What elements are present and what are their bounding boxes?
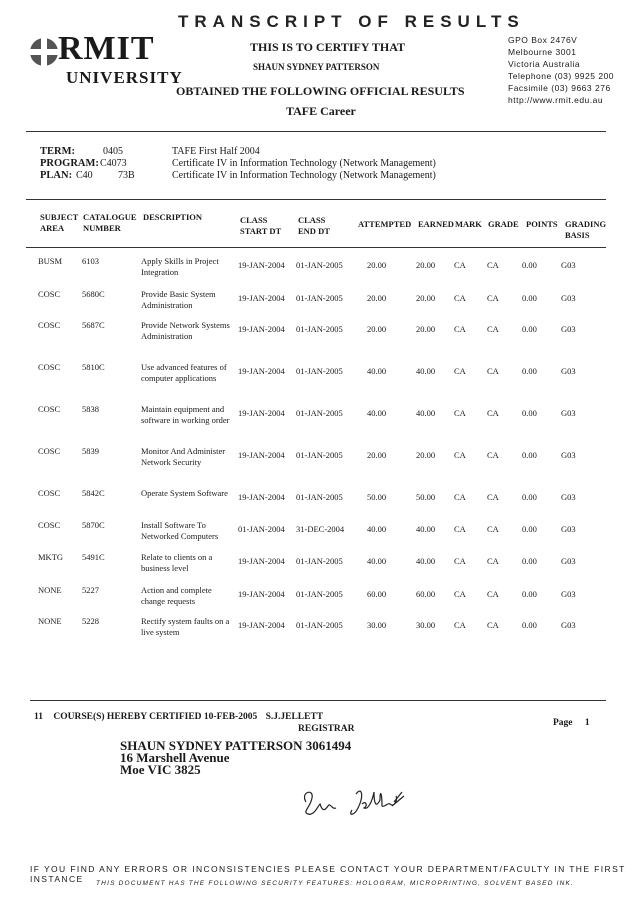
page-label: Page <box>553 718 573 728</box>
cell-earned: 20.00 <box>416 450 436 460</box>
cell-catalogue: 5687C <box>82 320 105 330</box>
cell-start-date: 19-JAN-2004 <box>238 366 285 376</box>
cell-mark: CA <box>454 556 466 566</box>
cell-end-date: 01-JAN-2005 <box>296 408 343 418</box>
cell-end-date: 01-JAN-2005 <box>296 492 343 502</box>
cell-attempted: 20.00 <box>367 260 387 270</box>
cell-earned: 40.00 <box>416 366 436 376</box>
cell-attempted: 40.00 <box>367 524 387 534</box>
cell-catalogue: 6103 <box>82 256 99 266</box>
cell-grade: CA <box>487 293 499 303</box>
cell-description: Operate System Software <box>141 488 228 498</box>
page-indicator <box>553 718 590 728</box>
cell-subject: COSC <box>38 404 61 414</box>
handwritten-signature <box>298 782 428 822</box>
cell-grading-basis: G03 <box>561 324 576 334</box>
cell-points: 0.00 <box>522 620 537 630</box>
cell-catalogue: 5870C <box>82 520 105 530</box>
cell-catalogue: 5810C <box>82 362 105 372</box>
cell-earned: 20.00 <box>416 324 436 334</box>
divider <box>26 131 606 132</box>
cell-end-date: 01-JAN-2005 <box>296 620 343 630</box>
cell-subject: NONE <box>38 585 62 595</box>
mail-street: 16 Marshell Avenue <box>120 750 230 765</box>
cell-grading-basis: G03 <box>561 589 576 599</box>
cell-points: 0.00 <box>522 556 537 566</box>
cell-points: 0.00 <box>522 260 537 270</box>
col-header-attempted: ATTEMPTED <box>358 219 412 229</box>
col-header-points: POINTS <box>526 219 558 229</box>
program-description: Certificate IV in Information Technology (Network Management) <box>172 158 436 169</box>
cell-attempted: 30.00 <box>367 620 387 630</box>
cell-grade: CA <box>487 450 499 460</box>
cell-end-date: 01-JAN-2005 <box>296 556 343 566</box>
cell-attempted: 20.00 <box>367 293 387 303</box>
cell-subject: BUSM <box>38 256 63 266</box>
cell-grading-basis: G03 <box>561 366 576 376</box>
cell-catalogue: 5842C <box>82 488 105 498</box>
cell-grade: CA <box>487 408 499 418</box>
cell-description: Apply Skills in Project Integration <box>141 256 219 277</box>
mail-name: SHAUN SYDNEY PATTERSON 3061494 <box>120 738 352 753</box>
cell-start-date: 19-JAN-2004 <box>238 556 285 566</box>
cell-description: Rectify system faults on a live system <box>141 616 230 637</box>
divider <box>30 700 606 701</box>
university-address <box>508 34 614 106</box>
cell-start-date: 19-JAN-2004 <box>238 293 285 303</box>
col-header-description: DESCRIPTION <box>143 212 203 222</box>
col-header-grade: GRADE <box>488 219 519 229</box>
cell-mark: CA <box>454 366 466 376</box>
cell-grading-basis: G03 <box>561 450 576 460</box>
cell-description: Relate to clients on a business level <box>141 552 213 573</box>
career-heading: TAFE Career <box>286 104 356 118</box>
cell-subject: MKTG <box>38 552 64 562</box>
program-code: C4073 <box>100 158 127 169</box>
cell-description: Install Software To Networked Computers <box>141 520 219 541</box>
cell-catalogue: 5228 <box>82 616 99 626</box>
cell-subject: COSC <box>38 362 61 372</box>
cell-grade: CA <box>487 492 499 502</box>
cell-grading-basis: G03 <box>561 492 576 502</box>
mailing-address <box>120 740 351 776</box>
cell-start-date: 19-JAN-2004 <box>238 492 285 502</box>
cell-catalogue: 5838 <box>82 404 99 414</box>
cell-attempted: 60.00 <box>367 589 387 599</box>
cell-end-date: 01-JAN-2005 <box>296 324 343 334</box>
cell-subject: COSC <box>38 520 61 530</box>
col-header-start: CLASS START DT <box>240 215 282 236</box>
cell-points: 0.00 <box>522 324 537 334</box>
cell-end-date: 01-JAN-2005 <box>296 450 343 460</box>
rmit-logo-icon <box>26 34 62 70</box>
col-header-grading-basis: GRADING BASIS <box>565 219 607 240</box>
cell-description: Provide Network Systems Administration <box>141 320 230 341</box>
cell-grading-basis: G03 <box>561 556 576 566</box>
page-number: 1 <box>584 718 590 728</box>
term-label: TERM: <box>40 146 75 157</box>
cell-end-date: 01-JAN-2005 <box>296 366 343 376</box>
address-line: http://www.rmit.edu.au <box>508 95 604 105</box>
cell-mark: CA <box>454 589 466 599</box>
cell-attempted: 40.00 <box>367 408 387 418</box>
certified-text: COURSE(S) HEREBY CERTIFIED 10-FEB-2005 <box>53 712 258 722</box>
cell-earned: 40.00 <box>416 524 436 534</box>
divider <box>26 199 606 200</box>
cell-grading-basis: G03 <box>561 293 576 303</box>
cell-points: 0.00 <box>522 492 537 502</box>
cell-start-date: 01-JAN-2004 <box>238 524 285 534</box>
cell-points: 0.00 <box>522 366 537 376</box>
cell-start-date: 19-JAN-2004 <box>238 589 285 599</box>
address-line: Victoria Australia <box>508 59 581 69</box>
term-description: TAFE First Half 2004 <box>172 146 260 157</box>
cell-mark: CA <box>454 524 466 534</box>
cell-catalogue: 5680C <box>82 289 105 299</box>
col-header-subject: SUBJECT AREA <box>40 212 79 233</box>
document-title: TRANSCRIPT OF RESULTS <box>178 12 525 31</box>
address-line: Telephone (03) 9925 200 <box>508 71 615 81</box>
cell-mark: CA <box>454 293 466 303</box>
cell-grading-basis: G03 <box>561 524 576 534</box>
logo-wordmark: RMIT <box>58 30 155 67</box>
term-code: 0405 <box>103 146 123 157</box>
cell-catalogue: 5839 <box>82 446 99 456</box>
obtained-heading: OBTAINED THE FOLLOWING OFFICIAL RESULTS <box>176 84 465 98</box>
cell-description: Provide Basic System Administration <box>141 289 216 310</box>
cell-earned: 40.00 <box>416 408 436 418</box>
cell-start-date: 19-JAN-2004 <box>238 324 285 334</box>
cell-subject: COSC <box>38 320 61 330</box>
cell-grading-basis: G03 <box>561 260 576 270</box>
cell-end-date: 01-JAN-2005 <box>296 293 343 303</box>
cell-mark: CA <box>454 492 466 502</box>
error-notice: IF YOU FIND ANY ERRORS OR INCONSISTENCIES PLEASE CONTACT YOUR DEPARTMENT/FACULTY IN THE FIRST INSTANCE <box>30 864 626 884</box>
cell-attempted: 50.00 <box>367 492 387 502</box>
mail-city: Moe VIC 3825 <box>120 762 201 777</box>
col-header-end: CLASS END DT <box>298 215 330 236</box>
address-line: Melbourne 3001 <box>508 47 577 57</box>
cell-attempted: 40.00 <box>367 556 387 566</box>
cell-grade: CA <box>487 556 499 566</box>
logo-subtitle: UNIVERSITY <box>66 68 183 87</box>
cell-mark: CA <box>454 324 466 334</box>
cell-grading-basis: G03 <box>561 408 576 418</box>
program-label: PROGRAM: <box>40 158 99 169</box>
cell-description: Monitor And Administer Network Security <box>141 446 226 467</box>
cell-attempted: 20.00 <box>367 450 387 460</box>
cell-description: Action and complete change requests <box>141 585 212 606</box>
col-header-mark: MARK <box>455 219 482 229</box>
cell-grade: CA <box>487 524 499 534</box>
col-header-earned: EARNED <box>418 219 454 229</box>
plan-code: C40 <box>76 170 93 181</box>
cell-earned: 60.00 <box>416 589 436 599</box>
cell-grade: CA <box>487 620 499 630</box>
certify-heading: THIS IS TO CERTIFY THAT <box>250 40 405 54</box>
cell-description: Maintain equipment and software in working order <box>141 404 230 425</box>
cell-end-date: 31-DEC-2004 <box>296 524 345 534</box>
col-header-catalogue: CATALOGUE NUMBER <box>83 212 137 233</box>
security-features-note: THIS DOCUMENT HAS THE FOLLOWING SECURITY FEATURES: HOLOGRAM, MICROPRINTING, SOLVENT BASED INK. <box>96 880 575 887</box>
cell-grade: CA <box>487 260 499 270</box>
cell-subject: COSC <box>38 446 61 456</box>
student-name-heading: SHAUN SYDNEY PATTERSON <box>253 62 380 72</box>
cell-grading-basis: G03 <box>561 620 576 630</box>
cell-mark: CA <box>454 450 466 460</box>
cell-grade: CA <box>487 324 499 334</box>
cell-mark: CA <box>454 620 466 630</box>
cell-attempted: 40.00 <box>367 366 387 376</box>
cell-points: 0.00 <box>522 524 537 534</box>
cell-mark: CA <box>454 260 466 270</box>
cell-end-date: 01-JAN-2005 <box>296 589 343 599</box>
cell-earned: 40.00 <box>416 556 436 566</box>
cell-start-date: 19-JAN-2004 <box>238 260 285 270</box>
plan-label: PLAN: <box>40 170 73 181</box>
address-line: GPO Box 2476V <box>508 35 578 45</box>
cell-attempted: 20.00 <box>367 324 387 334</box>
cell-start-date: 19-JAN-2004 <box>238 408 285 418</box>
cell-grade: CA <box>487 366 499 376</box>
cell-catalogue: 5227 <box>82 585 99 595</box>
cell-start-date: 19-JAN-2004 <box>238 620 285 630</box>
cell-description: Use advanced features of computer applications <box>141 362 227 383</box>
cell-subject: NONE <box>38 616 62 626</box>
cell-start-date: 19-JAN-2004 <box>238 450 285 460</box>
address-line: Facsimile (03) 9663 276 <box>508 83 611 93</box>
registrar-title: REGISTRAR <box>298 724 355 734</box>
cell-points: 0.00 <box>522 293 537 303</box>
cell-earned: 20.00 <box>416 293 436 303</box>
cell-catalogue: 5491C <box>82 552 105 562</box>
plan-description: Certificate IV in Information Technology (Network Management) <box>172 170 436 181</box>
cell-end-date: 01-JAN-2005 <box>296 260 343 270</box>
cell-points: 0.00 <box>522 589 537 599</box>
signer-name: S.J.JELLETT <box>265 712 324 722</box>
cell-points: 0.00 <box>522 408 537 418</box>
plan-code-suffix: 73B <box>118 170 135 181</box>
course-count: 11 <box>34 712 43 722</box>
cell-grade: CA <box>487 589 499 599</box>
cell-points: 0.00 <box>522 450 537 460</box>
cell-subject: COSC <box>38 488 61 498</box>
cell-earned: 20.00 <box>416 260 436 270</box>
cell-subject: COSC <box>38 289 61 299</box>
certification-line <box>34 712 323 722</box>
cell-earned: 30.00 <box>416 620 436 630</box>
cell-mark: CA <box>454 408 466 418</box>
divider <box>26 247 606 248</box>
cell-earned: 50.00 <box>416 492 436 502</box>
